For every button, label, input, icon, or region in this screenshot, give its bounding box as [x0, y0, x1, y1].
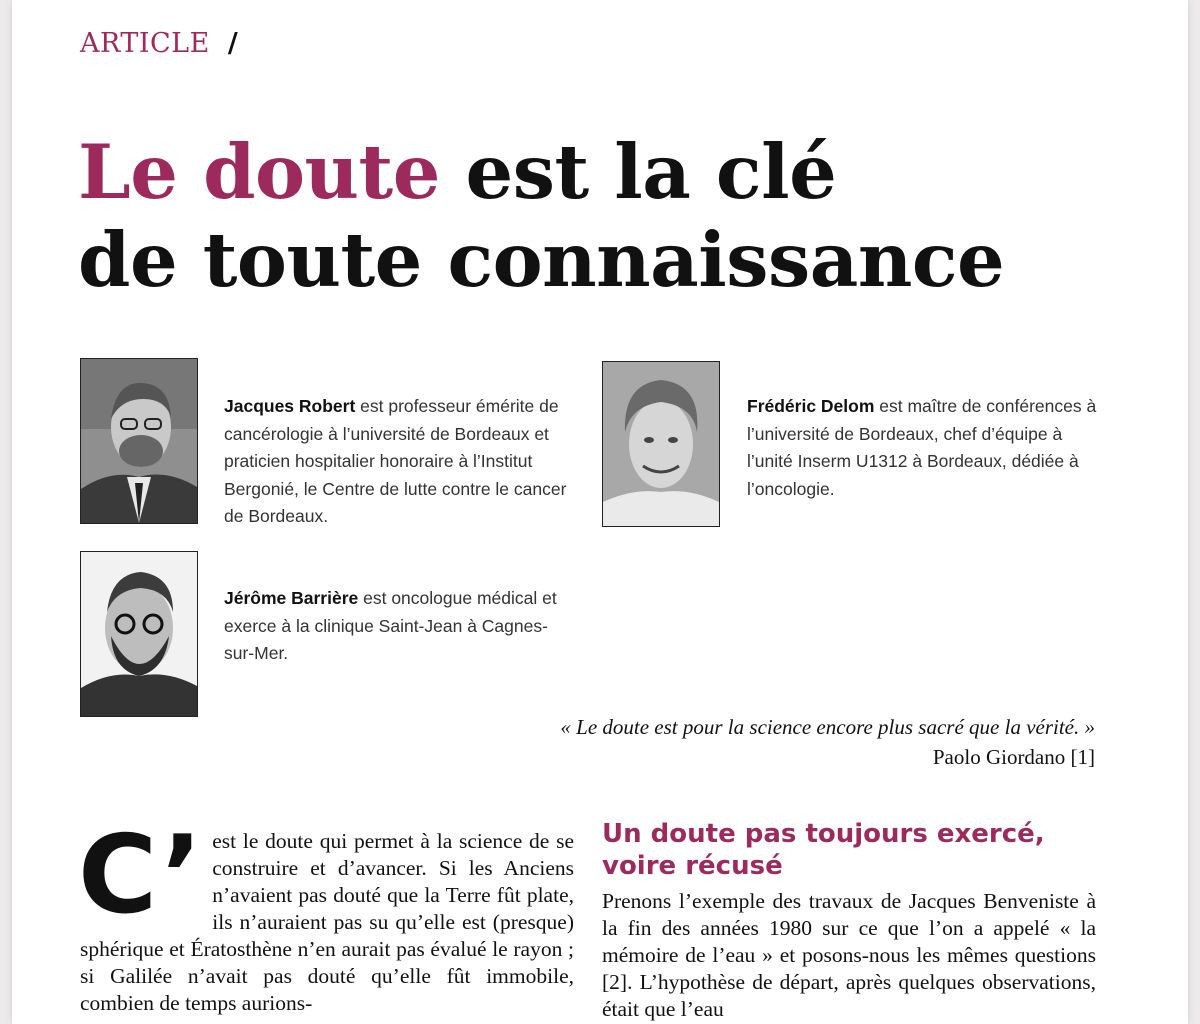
- author-portrait-frederic-delom: [602, 361, 720, 527]
- author-name: Jérôme Barrière: [224, 588, 359, 608]
- section-kicker: [80, 28, 238, 59]
- body-paragraph: Prenons l’exemple des travaux de Jacques Benveniste à la fin des années 1980 sur ce que l’on a appelé « la mémoire de l’eau » et posons-nous les mêmes questions [2]. L’hypothèse de départ, après quelques observations, était que l’eau: [602, 889, 1096, 1021]
- author-portrait-jerome-barriere: [80, 551, 198, 717]
- body-column-right: [602, 888, 1096, 1023]
- section-subheading: Un doute pas toujours exercé, voire récusé: [602, 819, 1045, 881]
- author-description: est professeur émérite de cancérologie à l’université de Bordeaux et praticien hospitalier honoraire à l’Institut Bergonié, le Centre de lutte contre le cancer de Bordeaux.: [224, 396, 567, 526]
- author-name: Frédéric Delom: [747, 396, 875, 416]
- epigraph-quote: [560, 712, 1095, 772]
- headline-line2: de toute connaissance: [78, 216, 1005, 304]
- author-description: est maître de conférences à l’université de Bordeaux, chef d’équipe à l’unité Inserm U1312 à Bordeaux, dédiée à l’oncologie.: [747, 396, 1097, 499]
- drop-cap: C’: [78, 813, 203, 938]
- author-bio-jacques-robert: [224, 393, 574, 531]
- author-bio-jerome-barriere: [224, 585, 574, 668]
- article-page: [12, 0, 1188, 1024]
- section-label: ARTICLE: [80, 28, 210, 59]
- author-description: est oncologue médical et exerce à la clinique Saint-Jean à Cagnes-sur-Mer.: [224, 588, 557, 663]
- headline-line1-rest: est la clé: [439, 128, 837, 216]
- headline-accent: Le doute: [78, 128, 440, 216]
- quote-text: « Le doute est pour la science encore plus sacré que la vérité. »: [560, 715, 1095, 739]
- body-paragraph: est le doute qui permet à la science de se construire et d’avancer. Si les Anciens n’avaient pas douté que la Terre fût plate, ils n’auraient pas su qu’elle est (presque) sphérique et Ératosthène n’en aurait pas évalué le rayon ; si Galilée n’avait pas douté qu’elle fût immobile, combien de temps aurions-: [80, 829, 574, 1015]
- quote-source: Paolo Giordano [1]: [932, 745, 1095, 769]
- section-separator: /: [227, 28, 239, 59]
- author-portrait-jacques-robert: [80, 358, 198, 524]
- author-name: Jacques Robert: [224, 396, 356, 416]
- body-column-left: [78, 813, 574, 1017]
- article-headline: [78, 128, 1138, 304]
- author-bio-frederic-delom: [747, 393, 1097, 503]
